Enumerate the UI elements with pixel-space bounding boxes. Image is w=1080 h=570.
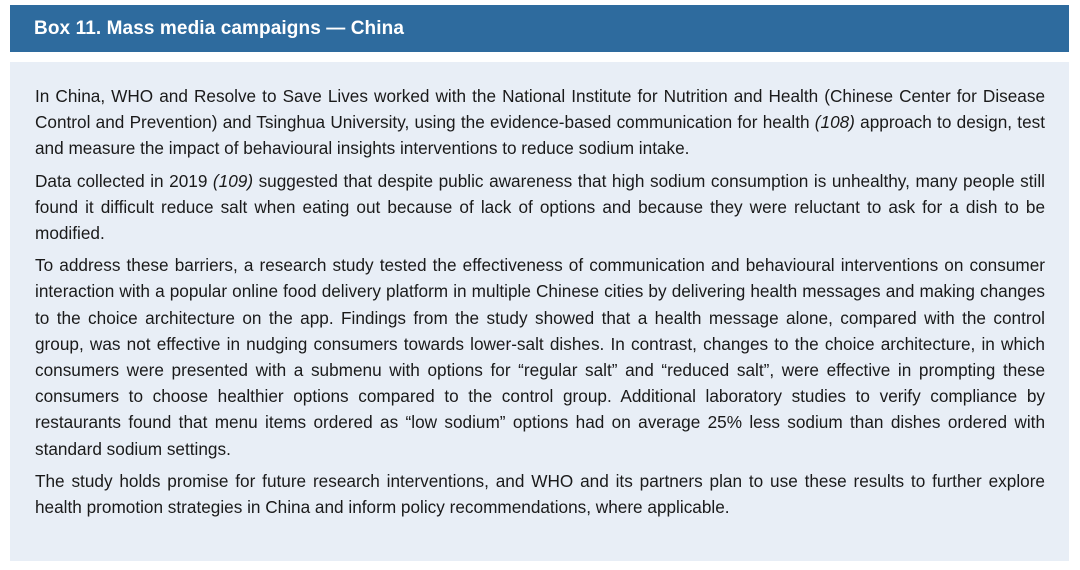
paragraph-intro bbox=[35, 83, 1045, 162]
reference-109: (109) bbox=[212, 170, 254, 191]
paragraph-data-text-start: Data collected in 2019 bbox=[35, 170, 213, 191]
paragraph-intro-text-end: approach to design, test and measure the impact of behavioural insights interventions to reduce sodium intake. bbox=[35, 112, 1045, 159]
reference-108: (108) bbox=[814, 112, 855, 133]
paragraph-data-text-end: suggested that despite public awareness that high sodium consumption is unhealthy, many people still found it difficult reduce salt when eating out because of lack of options and because they were reluctant to ask for a dish to be modified. bbox=[35, 170, 1045, 244]
paragraph-intro-text-start: In China, WHO and Resolve to Save Lives worked with the National Institute for Nutrition and Health (Chinese Center for Disease Control and Prevention) and Tsinghua University, using the evidence-based communication for health bbox=[35, 86, 1045, 133]
box-title: Box 11. Mass media campaigns — China bbox=[34, 17, 405, 39]
box-header bbox=[10, 5, 1069, 52]
paragraph-study: To address these barriers, a research study tested the effectiveness of communication and behavioural interventions on consumer interaction with a popular online food delivery platform in multiple Chinese cities by delivering health messages and making changes to the choice architecture on the app. Findings from the study showed that a health message alone, compared with the control group, was not effective in nudging consumers towards lower-salt dishes. In contrast, changes to the choice architecture, in which consumers were presented with a submenu with options for “regular salt” and “reduced salt”, were effective in prompting these consumers to choose healthier options compared to the control group. Additional laboratory studies to verify compliance by restaurants found that menu items ordered as “low sodium” options had on average 25% less sodium than dishes ordered with standard sodium settings. bbox=[35, 255, 1045, 459]
box-body bbox=[10, 62, 1069, 561]
paragraph-data bbox=[35, 168, 1045, 247]
paragraph-conclusion: The study holds promise for future research interventions, and WHO and its partners plan to use these results to further explore health promotion strategies in China and inform policy recommendations, where applicable. bbox=[35, 470, 1045, 518]
